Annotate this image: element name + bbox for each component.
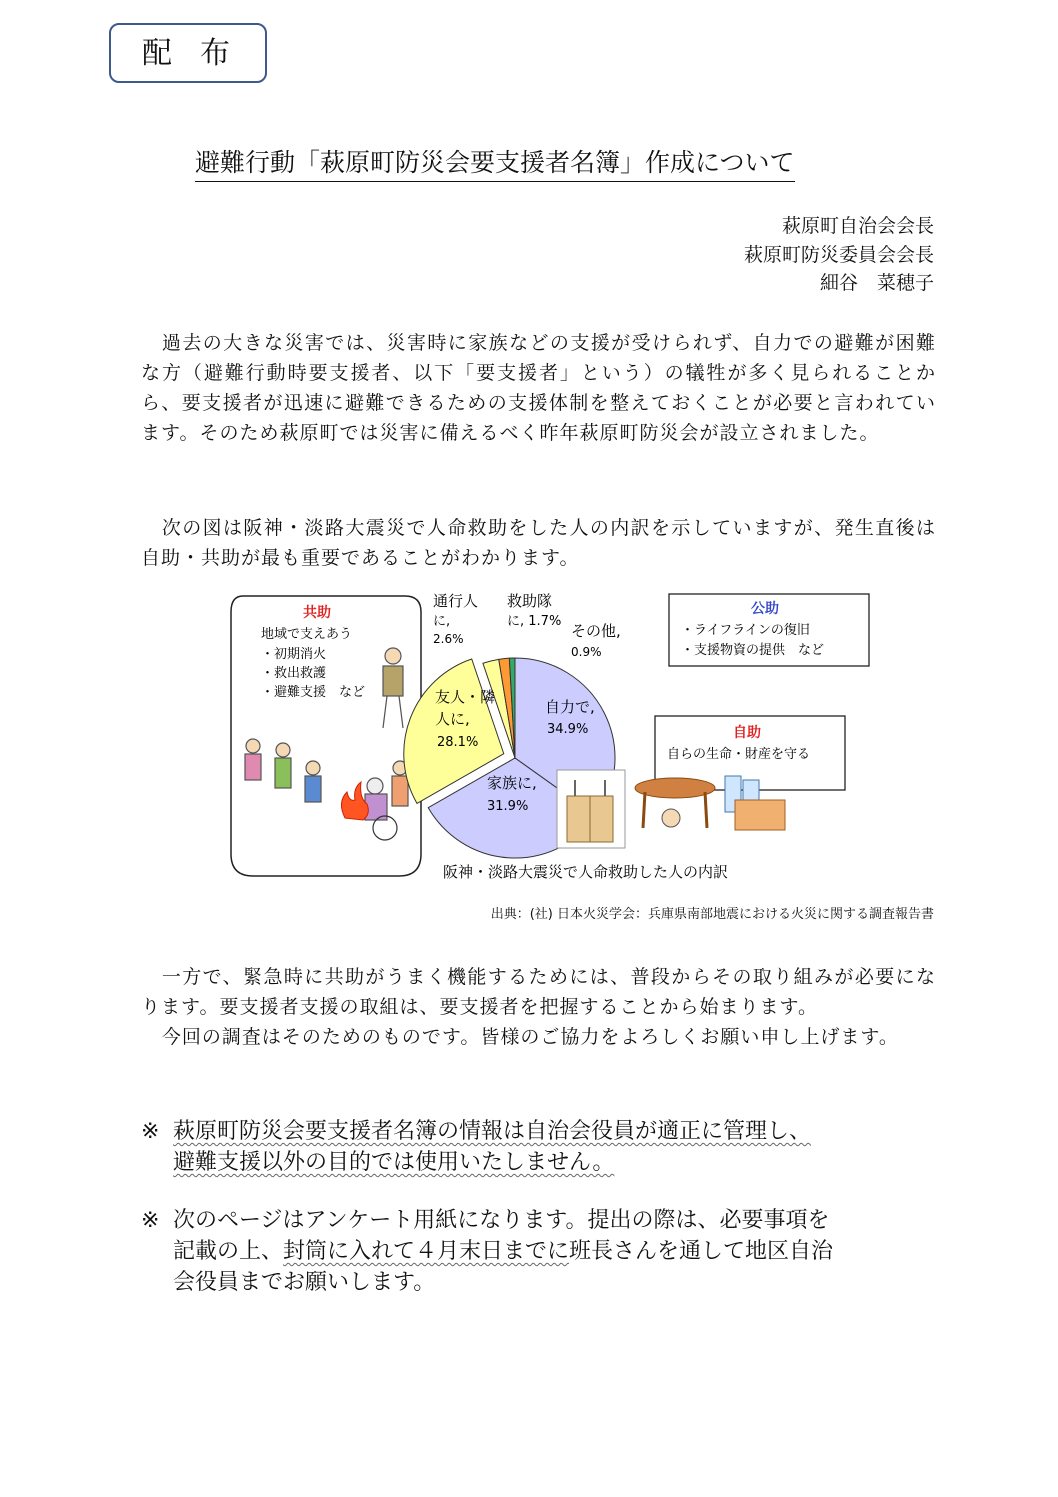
furniture-illustration [557, 770, 625, 848]
closing-text-2: 今回の調査はそのためのものです。皆様のご協力をよろしくお願い申し上げます。 [161, 1026, 899, 1048]
slice-value-sonota: 0.9% [571, 645, 602, 659]
rescue-breakdown-chart [225, 588, 875, 888]
page-title: 避難行動「萩原町防災会要支援者名簿」作成について [195, 143, 795, 182]
closing-text-1: 一方で、緊急時に共助がうまく機能するためには、普段からその取り組みが必要になります。要支援者支援の取組は、要支援者を把握することから始まります。 [141, 966, 936, 1018]
note-privacy [141, 1116, 931, 1178]
note-mark: ※ [141, 1119, 160, 1144]
slice-value-yujin: 28.1% [437, 735, 479, 750]
slice-label-kyujotai-2: に, 1.7% [507, 614, 562, 629]
closing-paragraph [141, 962, 936, 1052]
kojo-title: 公助 [751, 601, 779, 617]
source-citation: 出典：(社) 日本火災学会：兵庫県南部地震における火災に関する調査報告書 [490, 907, 934, 922]
slice-label-kyujotai-1: 救助隊 [507, 592, 553, 610]
slice-value-kazoku: 31.9% [487, 799, 529, 814]
note-submission-line-2c: 班長さんを通して地区自治 [569, 1239, 834, 1264]
author-name: 細谷 菜穂子 [819, 272, 934, 294]
note-submission [141, 1205, 931, 1298]
note-submission-line-1: 次のページはアンケート用紙になります。提出の際は、必要事項を [173, 1208, 830, 1233]
intro-text: 過去の大きな災害では、災害時に家族などの支援が受けられず、自力での避難が困難な方（避難行動時要支援者、以下「要支援者」という）の犠牲が多く見られることから、要支援者が迅速に避難できるための支援体制を整えておくことが必要と言われています。そのため萩原町では災害に備えるべく昨年萩原町防災会が設立されました。 [141, 332, 936, 444]
note-privacy-line-2: 避難支援以外の目的では使用いたしません。 [173, 1150, 615, 1175]
author-role-2: 萩原町防災委員会会長 [743, 244, 934, 266]
author-role-1: 萩原町自治会会長 [781, 215, 934, 237]
slice-label-kazoku: 家族に, [487, 774, 537, 792]
kyojo-title: 共助 [303, 605, 331, 621]
kyojo-item-3: ・避難支援 など [261, 685, 366, 700]
slice-label-tsukonin-1: 通行人 [433, 592, 479, 610]
note-privacy-line-1: 萩原町防災会要支援者名簿の情報は自治会役員が適正に管理し、 [173, 1119, 812, 1144]
slice-label-sonota: その他, [571, 622, 621, 640]
slice-value-tsukonin: 2.6% [433, 632, 464, 646]
note-mark: ※ [141, 1208, 160, 1233]
kyojo-item-1: ・初期消火 [261, 647, 327, 662]
slice-label-tsukonin-2: に, [433, 614, 451, 629]
chart-intro-text: 次の図は阪神・淡路大震災で人命救助をした人の内訳を示していますが、発生直後は自助・共助が最も重要であることがわかります。 [141, 517, 936, 569]
kyojo-item-2: ・救出救護 [261, 666, 327, 681]
intro-paragraph [141, 328, 936, 448]
jijo-subtitle: 自らの生命・財産を守る [667, 747, 811, 762]
slice-label-jiriki: 自力で, [545, 698, 595, 716]
chart-intro-paragraph [141, 513, 936, 573]
slice-label-yujin-1: 友人・隣 [435, 688, 496, 706]
chart-title: 阪神・淡路大震災で人命救助した人の内訳 [443, 863, 729, 881]
note-submission-line-2a: 記載の上、 [173, 1239, 284, 1264]
kojo-item-1: ・ライフラインの復旧 [681, 623, 810, 638]
slice-label-yujin-2: 人に, [435, 710, 470, 728]
kojo-item-2: ・支援物資の提供 など [681, 643, 825, 658]
slice-value-jiriki: 34.9% [547, 722, 589, 737]
note-submission-line-2b: 封筒に入れて４月末日までに [283, 1239, 570, 1264]
jijo-title: 自助 [733, 725, 761, 741]
distribution-stamp: 配布 [109, 23, 267, 83]
note-submission-line-3: 会役員までお願いします。 [173, 1270, 436, 1295]
kyojo-subtitle: 地域で支えあう [261, 627, 353, 642]
